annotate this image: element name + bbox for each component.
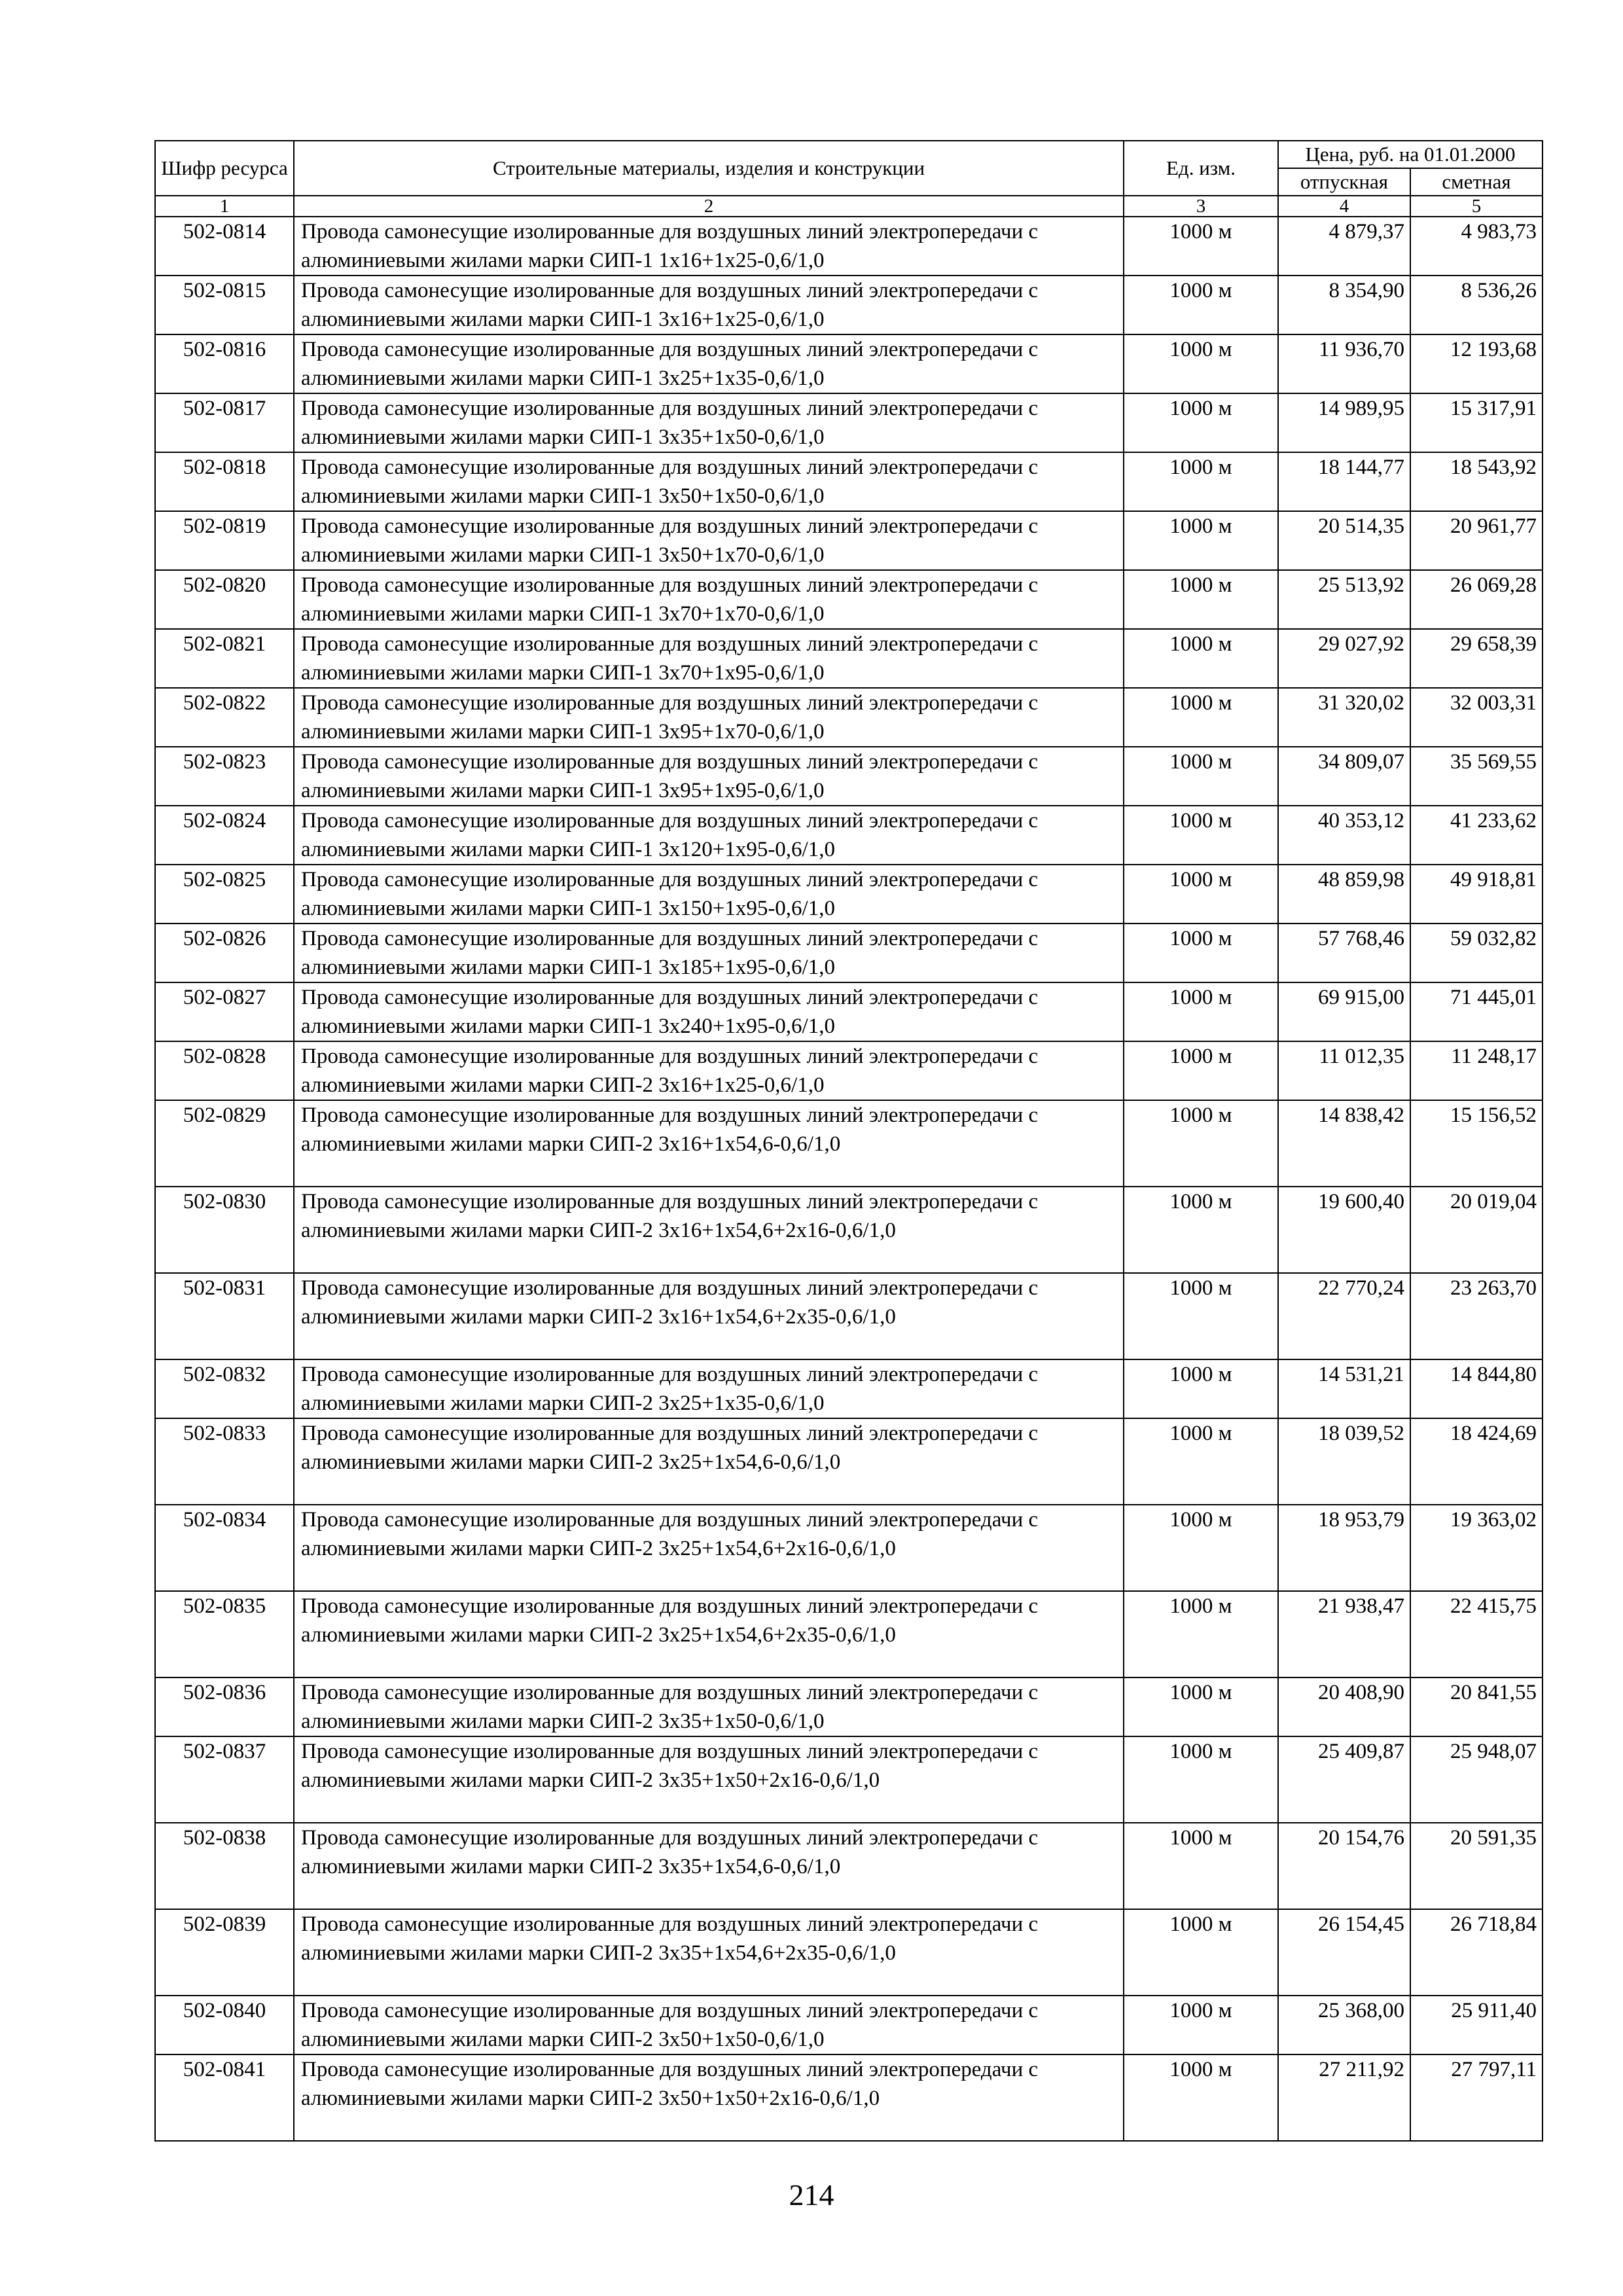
table-row bbox=[155, 688, 1543, 747]
resource-code-cell: 502-0831 bbox=[155, 1273, 294, 1359]
price-estimate-cell: 49 918,81 bbox=[1410, 865, 1543, 924]
header-materials: Строительные материалы, изделия и конструкции bbox=[294, 141, 1124, 196]
unit-cell: 1000 м bbox=[1124, 1736, 1278, 1823]
unit-cell: 1000 м bbox=[1124, 1359, 1278, 1418]
unit-cell: 1000 м bbox=[1124, 1677, 1278, 1736]
unit-cell: 1000 м bbox=[1124, 217, 1278, 276]
material-name-cell: Провода самонесущие изолированные для воздушных линий электропередачи с алюминиевыми жилами марки СИП-2 3х16+1х54,6+2х35-0,6/1,0 bbox=[294, 1273, 1124, 1359]
resource-code-cell: 502-0822 bbox=[155, 688, 294, 747]
price-estimate-cell: 41 233,62 bbox=[1410, 806, 1543, 865]
table-row bbox=[155, 1505, 1543, 1591]
unit-cell: 1000 м bbox=[1124, 276, 1278, 334]
material-name-cell: Провода самонесущие изолированные для воздушных линий электропередачи с алюминиевыми жилами марки СИП-2 3х50+1х50+2х16-0,6/1,0 bbox=[294, 2054, 1124, 2141]
table-row bbox=[155, 629, 1543, 688]
table-row bbox=[155, 1187, 1543, 1273]
price-release-cell: 34 809,07 bbox=[1278, 747, 1410, 806]
unit-cell: 1000 м bbox=[1124, 511, 1278, 570]
price-release-cell: 25 409,87 bbox=[1278, 1736, 1410, 1823]
table-row bbox=[155, 276, 1543, 334]
table-row bbox=[155, 1100, 1543, 1187]
table-row bbox=[155, 1041, 1543, 1100]
price-estimate-cell: 20 841,55 bbox=[1410, 1677, 1543, 1736]
price-release-cell: 25 368,00 bbox=[1278, 1996, 1410, 2054]
price-release-cell: 18 953,79 bbox=[1278, 1505, 1410, 1591]
table-row bbox=[155, 747, 1543, 806]
resource-code-cell: 502-0815 bbox=[155, 276, 294, 334]
price-estimate-cell: 15 317,91 bbox=[1410, 393, 1543, 452]
price-estimate-cell: 15 156,52 bbox=[1410, 1100, 1543, 1187]
unit-cell: 1000 м bbox=[1124, 1909, 1278, 1996]
material-name-cell: Провода самонесущие изолированные для воздушных линий электропередачи с алюминиевыми жилами марки СИП-2 3х35+1х50+2х16-0,6/1,0 bbox=[294, 1736, 1124, 1823]
price-estimate-cell: 11 248,17 bbox=[1410, 1041, 1543, 1100]
price-estimate-cell: 20 961,77 bbox=[1410, 511, 1543, 570]
material-name-cell: Провода самонесущие изолированные для воздушных линий электропередачи с алюминиевыми жилами марки СИП-1 1х16+1х25-0,6/1,0 bbox=[294, 217, 1124, 276]
table-row bbox=[155, 806, 1543, 865]
resource-code-cell: 502-0834 bbox=[155, 1505, 294, 1591]
table-row bbox=[155, 1359, 1543, 1418]
resource-code-cell: 502-0823 bbox=[155, 747, 294, 806]
header-col-number: 5 bbox=[1410, 196, 1543, 217]
unit-cell: 1000 м bbox=[1124, 806, 1278, 865]
resource-code-cell: 502-0828 bbox=[155, 1041, 294, 1100]
unit-cell: 1000 м bbox=[1124, 1273, 1278, 1359]
material-name-cell: Провода самонесущие изолированные для воздушных линий электропередачи с алюминиевыми жилами марки СИП-2 3х16+1х54,6+2х16-0,6/1,0 bbox=[294, 1187, 1124, 1273]
table-row bbox=[155, 452, 1543, 511]
resource-code-cell: 502-0830 bbox=[155, 1187, 294, 1273]
price-release-cell: 48 859,98 bbox=[1278, 865, 1410, 924]
material-name-cell: Провода самонесущие изолированные для воздушных линий электропередачи с алюминиевыми жилами марки СИП-1 3х240+1х95-0,6/1,0 bbox=[294, 982, 1124, 1041]
header-price-estimate: сметная bbox=[1410, 168, 1543, 196]
table-row bbox=[155, 1677, 1543, 1736]
header-col-number: 4 bbox=[1278, 196, 1410, 217]
price-estimate-cell: 19 363,02 bbox=[1410, 1505, 1543, 1591]
material-name-cell: Провода самонесущие изолированные для воздушных линий электропередачи с алюминиевыми жилами марки СИП-1 3х95+1х70-0,6/1,0 bbox=[294, 688, 1124, 747]
price-release-cell: 14 989,95 bbox=[1278, 393, 1410, 452]
material-name-cell: Провода самонесущие изолированные для воздушных линий электропередачи с алюминиевыми жилами марки СИП-2 3х35+1х50-0,6/1,0 bbox=[294, 1677, 1124, 1736]
header-price-release: отпускная bbox=[1278, 168, 1410, 196]
price-release-cell: 11 936,70 bbox=[1278, 334, 1410, 393]
price-estimate-cell: 18 424,69 bbox=[1410, 1418, 1543, 1505]
material-name-cell: Провода самонесущие изолированные для воздушных линий электропередачи с алюминиевыми жилами марки СИП-1 3х16+1х25-0,6/1,0 bbox=[294, 276, 1124, 334]
header-resource-code: Шифр ресурса bbox=[155, 141, 294, 196]
price-estimate-cell: 26 069,28 bbox=[1410, 570, 1543, 629]
price-estimate-cell: 18 543,92 bbox=[1410, 452, 1543, 511]
material-name-cell: Провода самонесущие изолированные для воздушных линий электропередачи с алюминиевыми жилами марки СИП-1 3х25+1х35-0,6/1,0 bbox=[294, 334, 1124, 393]
table-row bbox=[155, 924, 1543, 982]
material-name-cell: Провода самонесущие изолированные для воздушных линий электропередачи с алюминиевыми жилами марки СИП-2 3х25+1х54,6+2х16-0,6/1,0 bbox=[294, 1505, 1124, 1591]
table-row bbox=[155, 865, 1543, 924]
price-release-cell: 25 513,92 bbox=[1278, 570, 1410, 629]
resource-code-cell: 502-0839 bbox=[155, 1909, 294, 1996]
price-release-cell: 31 320,02 bbox=[1278, 688, 1410, 747]
table-row bbox=[155, 1273, 1543, 1359]
unit-cell: 1000 м bbox=[1124, 1823, 1278, 1909]
material-name-cell: Провода самонесущие изолированные для воздушных линий электропередачи с алюминиевыми жилами марки СИП-1 3х185+1х95-0,6/1,0 bbox=[294, 924, 1124, 982]
unit-cell: 1000 м bbox=[1124, 452, 1278, 511]
table-row bbox=[155, 217, 1543, 276]
unit-cell: 1000 м bbox=[1124, 924, 1278, 982]
table-row bbox=[155, 570, 1543, 629]
price-table-container bbox=[154, 140, 1542, 2142]
unit-cell: 1000 м bbox=[1124, 629, 1278, 688]
resource-code-cell: 502-0833 bbox=[155, 1418, 294, 1505]
price-release-cell: 69 915,00 bbox=[1278, 982, 1410, 1041]
page-number: 214 bbox=[789, 2178, 834, 2212]
price-release-cell: 57 768,46 bbox=[1278, 924, 1410, 982]
header-col-number: 3 bbox=[1124, 196, 1278, 217]
price-estimate-cell: 20 019,04 bbox=[1410, 1187, 1543, 1273]
table-header bbox=[155, 141, 1543, 217]
price-estimate-cell: 22 415,75 bbox=[1410, 1591, 1543, 1677]
resource-code-cell: 502-0840 bbox=[155, 1996, 294, 2054]
price-release-cell: 26 154,45 bbox=[1278, 1909, 1410, 1996]
price-estimate-cell: 25 948,07 bbox=[1410, 1736, 1543, 1823]
price-estimate-cell: 25 911,40 bbox=[1410, 1996, 1543, 2054]
unit-cell: 1000 м bbox=[1124, 1418, 1278, 1505]
price-release-cell: 40 353,12 bbox=[1278, 806, 1410, 865]
resource-code-cell: 502-0835 bbox=[155, 1591, 294, 1677]
table-row bbox=[155, 1418, 1543, 1505]
material-name-cell: Провода самонесущие изолированные для воздушных линий электропередачи с алюминиевыми жилами марки СИП-1 3х50+1х70-0,6/1,0 bbox=[294, 511, 1124, 570]
material-name-cell: Провода самонесущие изолированные для воздушных линий электропередачи с алюминиевыми жилами марки СИП-1 3х70+1х70-0,6/1,0 bbox=[294, 570, 1124, 629]
material-name-cell: Провода самонесущие изолированные для воздушных линий электропередачи с алюминиевыми жилами марки СИП-1 3х120+1х95-0,6/1,0 bbox=[294, 806, 1124, 865]
price-estimate-cell: 29 658,39 bbox=[1410, 629, 1543, 688]
price-release-cell: 29 027,92 bbox=[1278, 629, 1410, 688]
material-name-cell: Провода самонесущие изолированные для воздушных линий электропередачи с алюминиевыми жилами марки СИП-2 3х16+1х54,6-0,6/1,0 bbox=[294, 1100, 1124, 1187]
table-row bbox=[155, 2054, 1543, 2141]
material-name-cell: Провода самонесущие изолированные для воздушных линий электропередачи с алюминиевыми жилами марки СИП-1 3х70+1х95-0,6/1,0 bbox=[294, 629, 1124, 688]
price-release-cell: 4 879,37 bbox=[1278, 217, 1410, 276]
price-estimate-cell: 20 591,35 bbox=[1410, 1823, 1543, 1909]
resource-code-cell: 502-0827 bbox=[155, 982, 294, 1041]
unit-cell: 1000 м bbox=[1124, 747, 1278, 806]
unit-cell: 1000 м bbox=[1124, 2054, 1278, 2141]
table-row bbox=[155, 1823, 1543, 1909]
price-estimate-cell: 8 536,26 bbox=[1410, 276, 1543, 334]
unit-cell: 1000 м bbox=[1124, 688, 1278, 747]
price-release-cell: 20 408,90 bbox=[1278, 1677, 1410, 1736]
resource-code-cell: 502-0829 bbox=[155, 1100, 294, 1187]
material-name-cell: Провода самонесущие изолированные для воздушных линий электропередачи с алюминиевыми жилами марки СИП-2 3х25+1х54,6-0,6/1,0 bbox=[294, 1418, 1124, 1505]
material-name-cell: Провода самонесущие изолированные для воздушных линий электропередачи с алюминиевыми жилами марки СИП-1 3х50+1х50-0,6/1,0 bbox=[294, 452, 1124, 511]
price-release-cell: 20 514,35 bbox=[1278, 511, 1410, 570]
unit-cell: 1000 м bbox=[1124, 334, 1278, 393]
price-release-cell: 19 600,40 bbox=[1278, 1187, 1410, 1273]
price-release-cell: 20 154,76 bbox=[1278, 1823, 1410, 1909]
material-name-cell: Провода самонесущие изолированные для воздушных линий электропередачи с алюминиевыми жилами марки СИП-2 3х35+1х54,6+2х35-0,6/1,0 bbox=[294, 1909, 1124, 1996]
material-name-cell: Провода самонесущие изолированные для воздушных линий электропередачи с алюминиевыми жилами марки СИП-2 3х16+1х25-0,6/1,0 bbox=[294, 1041, 1124, 1100]
resource-code-cell: 502-0817 bbox=[155, 393, 294, 452]
price-estimate-cell: 23 263,70 bbox=[1410, 1273, 1543, 1359]
price-release-cell: 8 354,90 bbox=[1278, 276, 1410, 334]
price-release-cell: 22 770,24 bbox=[1278, 1273, 1410, 1359]
table-row bbox=[155, 982, 1543, 1041]
header-price-group: Цена, руб. на 01.01.2000 bbox=[1278, 141, 1543, 168]
unit-cell: 1000 м bbox=[1124, 1187, 1278, 1273]
header-col-number: 1 bbox=[155, 196, 294, 217]
table-row bbox=[155, 1591, 1543, 1677]
material-name-cell: Провода самонесущие изолированные для воздушных линий электропередачи с алюминиевыми жилами марки СИП-2 3х25+1х54,6+2х35-0,6/1,0 bbox=[294, 1591, 1124, 1677]
resource-code-cell: 502-0841 bbox=[155, 2054, 294, 2141]
resource-code-cell: 502-0838 bbox=[155, 1823, 294, 1909]
unit-cell: 1000 м bbox=[1124, 1041, 1278, 1100]
resource-code-cell: 502-0825 bbox=[155, 865, 294, 924]
price-estimate-cell: 14 844,80 bbox=[1410, 1359, 1543, 1418]
table-row bbox=[155, 1909, 1543, 1996]
resource-code-cell: 502-0820 bbox=[155, 570, 294, 629]
unit-cell: 1000 м bbox=[1124, 865, 1278, 924]
material-name-cell: Провода самонесущие изолированные для воздушных линий электропередачи с алюминиевыми жилами марки СИП-1 3х150+1х95-0,6/1,0 bbox=[294, 865, 1124, 924]
material-name-cell: Провода самонесущие изолированные для воздушных линий электропередачи с алюминиевыми жилами марки СИП-1 3х95+1х95-0,6/1,0 bbox=[294, 747, 1124, 806]
table-body bbox=[155, 217, 1543, 2141]
price-estimate-cell: 12 193,68 bbox=[1410, 334, 1543, 393]
price-estimate-cell: 35 569,55 bbox=[1410, 747, 1543, 806]
price-estimate-cell: 59 032,82 bbox=[1410, 924, 1543, 982]
material-name-cell: Провода самонесущие изолированные для воздушных линий электропередачи с алюминиевыми жилами марки СИП-2 3х35+1х54,6-0,6/1,0 bbox=[294, 1823, 1124, 1909]
unit-cell: 1000 м bbox=[1124, 1100, 1278, 1187]
resource-code-cell: 502-0826 bbox=[155, 924, 294, 982]
material-name-cell: Провода самонесущие изолированные для воздушных линий электропередачи с алюминиевыми жилами марки СИП-1 3х35+1х50-0,6/1,0 bbox=[294, 393, 1124, 452]
unit-cell: 1000 м bbox=[1124, 1505, 1278, 1591]
resource-code-cell: 502-0832 bbox=[155, 1359, 294, 1418]
price-table bbox=[154, 140, 1543, 2142]
price-release-cell: 27 211,92 bbox=[1278, 2054, 1410, 2141]
table-row bbox=[155, 334, 1543, 393]
price-release-cell: 18 039,52 bbox=[1278, 1418, 1410, 1505]
unit-cell: 1000 м bbox=[1124, 982, 1278, 1041]
unit-cell: 1000 м bbox=[1124, 1591, 1278, 1677]
unit-cell: 1000 м bbox=[1124, 1996, 1278, 2054]
table-row bbox=[155, 1736, 1543, 1823]
price-release-cell: 21 938,47 bbox=[1278, 1591, 1410, 1677]
resource-code-cell: 502-0816 bbox=[155, 334, 294, 393]
resource-code-cell: 502-0836 bbox=[155, 1677, 294, 1736]
table-row bbox=[155, 511, 1543, 570]
material-name-cell: Провода самонесущие изолированные для воздушных линий электропередачи с алюминиевыми жилами марки СИП-2 3х50+1х50-0,6/1,0 bbox=[294, 1996, 1124, 2054]
price-estimate-cell: 71 445,01 bbox=[1410, 982, 1543, 1041]
price-release-cell: 14 838,42 bbox=[1278, 1100, 1410, 1187]
resource-code-cell: 502-0814 bbox=[155, 217, 294, 276]
resource-code-cell: 502-0837 bbox=[155, 1736, 294, 1823]
material-name-cell: Провода самонесущие изолированные для воздушных линий электропередачи с алюминиевыми жилами марки СИП-2 3х25+1х35-0,6/1,0 bbox=[294, 1359, 1124, 1418]
price-release-cell: 11 012,35 bbox=[1278, 1041, 1410, 1100]
price-release-cell: 14 531,21 bbox=[1278, 1359, 1410, 1418]
header-unit: Ед. изм. bbox=[1124, 141, 1278, 196]
resource-code-cell: 502-0824 bbox=[155, 806, 294, 865]
resource-code-cell: 502-0819 bbox=[155, 511, 294, 570]
unit-cell: 1000 м bbox=[1124, 393, 1278, 452]
unit-cell: 1000 м bbox=[1124, 570, 1278, 629]
table-row bbox=[155, 1996, 1543, 2054]
price-estimate-cell: 4 983,73 bbox=[1410, 217, 1543, 276]
price-estimate-cell: 32 003,31 bbox=[1410, 688, 1543, 747]
price-estimate-cell: 27 797,11 bbox=[1410, 2054, 1543, 2141]
resource-code-cell: 502-0821 bbox=[155, 629, 294, 688]
price-estimate-cell: 26 718,84 bbox=[1410, 1909, 1543, 1996]
price-release-cell: 18 144,77 bbox=[1278, 452, 1410, 511]
table-row bbox=[155, 393, 1543, 452]
resource-code-cell: 502-0818 bbox=[155, 452, 294, 511]
header-col-number: 2 bbox=[294, 196, 1124, 217]
